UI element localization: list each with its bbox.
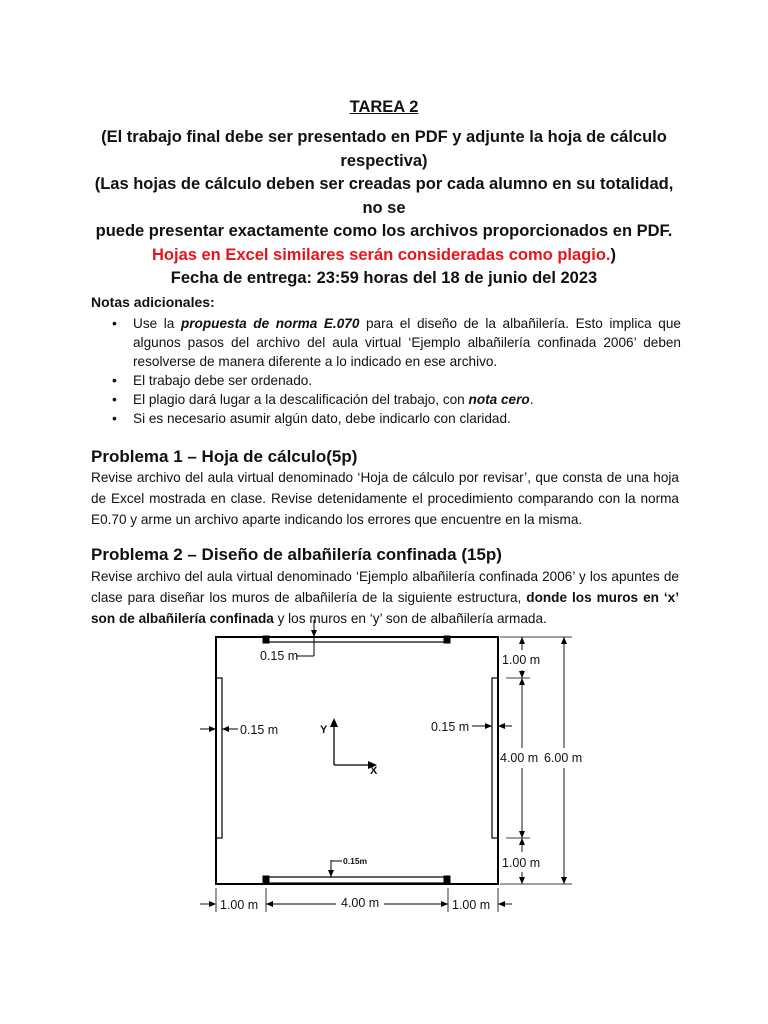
dim-right-top: 1.00 m	[502, 653, 541, 667]
arrow-left-wall-b	[222, 726, 229, 732]
note-item-3: • El plagio dará lugar a la descalificación del trabajo, con nota cero.	[91, 390, 681, 409]
dim-bottom-left: 1.00 m	[220, 898, 259, 912]
header-line-4: puede presentar exactamente como los archivos proporcionados en PDF.	[95, 222, 673, 240]
dim-bottom-right: 1.00 m	[452, 898, 491, 912]
column-bottom-right	[444, 876, 450, 884]
column-top-right	[444, 636, 450, 643]
dim-bottom-mid: 4.00 m	[341, 896, 380, 910]
axis-y-arrow	[330, 718, 338, 727]
column-top-left	[263, 636, 269, 643]
page-title: TAREA 2	[349, 98, 419, 116]
plagiarism-warning: Hojas en Excel similares serán consideradas como plagio.	[151, 245, 611, 264]
wall-bottom	[266, 877, 449, 883]
arrow-right-wall-b	[498, 723, 505, 729]
note-item-2: • El trabajo debe ser ordenado.	[91, 371, 681, 390]
dim-right-total: 6.00 m	[544, 751, 583, 765]
problem2-text: Revise archivo del aula virtual denominado ‘Ejemplo albañilería confinada 2006’ y los apuntes de clase para diseñar los muros de albañilería de la siguiente estructura, donde los muros en ‘x’ son de albañilería confinada y los muros en ‘y’ son de albañilería armada.	[91, 569, 679, 626]
problem2-heading: Problema 2 – Diseño de albañilería confinada (15p)	[91, 545, 502, 564]
header-line-3: (Las hojas de cálculo deben ser creadas por cada alumno en su totalidad, no se	[94, 175, 674, 217]
plan-outline	[216, 637, 498, 884]
header-line-1: (El trabajo final debe ser presentado en PDF y adjunte la hoja de cálculo	[101, 128, 667, 146]
norm-reference: propuesta de norma E.070	[180, 316, 360, 331]
note-item-1: • Use la propuesta de norma E.070 para el diseño de la albañilería. Esto implica que algunos pasos del archivo del aula virtual ‘Ejemplo albañilería confinada 2006’ deben resolverse de manera diferente a lo indicado en ese archivo.	[91, 314, 681, 371]
arrow-right-wall-a	[485, 723, 492, 729]
axis-x-label: X	[370, 765, 378, 777]
due-date: Fecha de entrega: 23:59 horas del 18 de junio del 2023	[170, 269, 598, 287]
dim-left-wall: 0.15 m	[240, 723, 279, 737]
zero-grade: nota cero	[468, 392, 530, 407]
dim-right-mid: 4.00 m	[500, 751, 539, 765]
arrow-top-wall	[311, 630, 317, 637]
header-line-2: respectiva)	[340, 151, 428, 170]
problem1-heading: Problema 1 – Hoja de cálculo(5p)	[91, 447, 358, 466]
arrow-bottom-wall	[328, 870, 334, 877]
dim-top-wall: 0.15 m	[260, 649, 299, 663]
note-item-4: • Si es necesario asumir algún dato, debe indicarlo con claridad.	[91, 409, 681, 428]
confined-walls-note: donde los muros en ‘x’ son de albañilería confinada	[91, 590, 679, 626]
arrow-left-wall-a	[209, 726, 216, 732]
dim-bottom-wall: 0.15m	[343, 856, 368, 866]
column-bottom-left	[263, 876, 269, 884]
notes-heading: Notas adicionales:	[91, 294, 215, 310]
axis-y-label: Y	[320, 724, 328, 736]
header-line-5: Hojas en Excel similares serán consideradas como plagio.)	[151, 245, 617, 264]
dim-right-wall: 0.15 m	[431, 720, 470, 734]
problem1-text: Revise archivo del aula virtual denominado ‘Hoja de cálculo por revisar’, que consta de una hoja de Excel mostrada en clase. Revise detenidamente el procedimiento comparando con la norma E0.70 y arme un archivo aparte indicando los errores que encuentre en la misma.	[91, 470, 679, 527]
dim-right-bottom: 1.00 m	[502, 856, 541, 870]
